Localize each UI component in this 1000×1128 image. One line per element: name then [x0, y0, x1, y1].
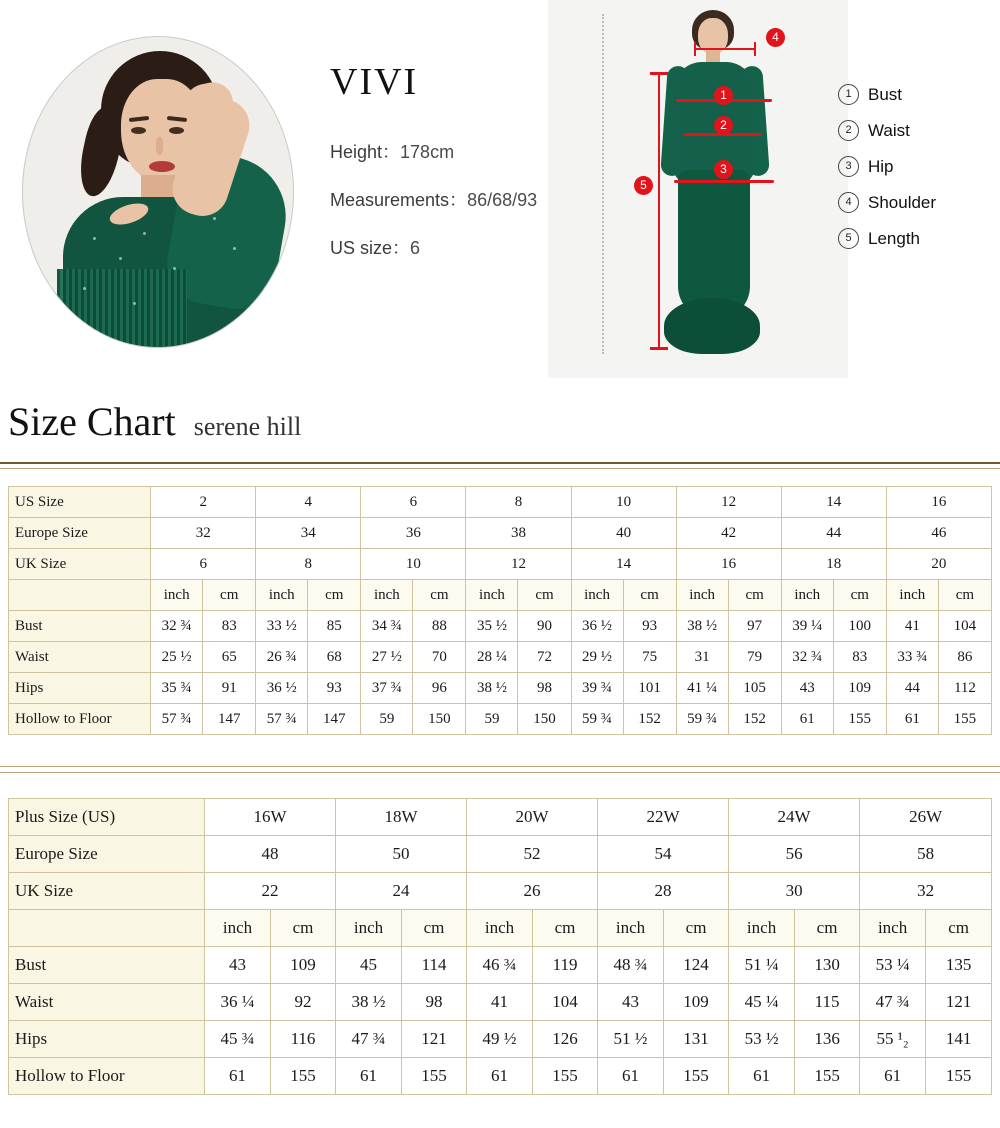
- cell-us-size: 16: [886, 487, 991, 518]
- cell-waist-cm: 109: [664, 984, 729, 1021]
- legend-item-waist: [838, 120, 936, 141]
- cell-waist-cm: 86: [938, 642, 991, 673]
- cell-uk-size: 32: [860, 873, 992, 910]
- legend-item-bust: [838, 84, 936, 105]
- cell-uk-size: 14: [571, 549, 676, 580]
- unit-inch: inch: [256, 580, 308, 611]
- cell-hips-cm: 109: [833, 673, 886, 704]
- cell-bust-inch: 53 ¼: [860, 947, 926, 984]
- cell-waist-inch: 29 ½: [571, 642, 623, 673]
- cell-hips-cm: 136: [795, 1021, 860, 1058]
- model-header-section: [0, 0, 1000, 378]
- cell-bust-cm: 83: [203, 611, 256, 642]
- cell-uk-size: 6: [151, 549, 256, 580]
- cell-us-size: 10: [571, 487, 676, 518]
- hip-measure-line: [674, 180, 774, 183]
- cell-bust-inch: 38 ½: [676, 611, 728, 642]
- unit-inch: inch: [205, 910, 271, 947]
- cell-hips-inch: 38 ½: [466, 673, 518, 704]
- cell-hips-cm: 112: [938, 673, 991, 704]
- height-label: Height：: [330, 142, 401, 162]
- cell-bust-cm: 93: [623, 611, 676, 642]
- model-photo: [22, 36, 294, 348]
- table-row-waist: [9, 984, 992, 1021]
- unit-inch: inch: [860, 910, 926, 947]
- cell-bust-cm: 104: [938, 611, 991, 642]
- cell-waist-cm: 104: [533, 984, 598, 1021]
- cell-europe-size: 50: [336, 836, 467, 873]
- cell-hollow-inch: 61: [205, 1058, 271, 1095]
- cell-bust-inch: 36 ½: [571, 611, 623, 642]
- cell-bust-inch: 34 ¾: [361, 611, 413, 642]
- cell-europe-size: 32: [151, 518, 256, 549]
- unit-inch: inch: [467, 910, 533, 947]
- cell-europe-size: 34: [256, 518, 361, 549]
- cell-hips-inch: 47 ¾: [336, 1021, 402, 1058]
- cell-hollow-cm: 155: [271, 1058, 336, 1095]
- legend-number-icon: 1: [838, 84, 859, 105]
- cell-hollow-inch: 59: [466, 704, 518, 735]
- cell-waist-cm: 72: [518, 642, 571, 673]
- cell-hips-inch: 43: [781, 673, 833, 704]
- table-row-europe-size: [9, 518, 992, 549]
- cell-plus-size: 20W: [467, 799, 598, 836]
- cell-us-size: 2: [151, 487, 256, 518]
- unit-cm: cm: [795, 910, 860, 947]
- table-row-hips: [9, 1021, 992, 1058]
- cell-uk-size: 16: [676, 549, 781, 580]
- cell-europe-size: 40: [571, 518, 676, 549]
- unit-cm: cm: [664, 910, 729, 947]
- cell-plus-size: 26W: [860, 799, 992, 836]
- cell-plus-size: 24W: [729, 799, 860, 836]
- cell-waist-inch: 28 ¼: [466, 642, 518, 673]
- cell-hips-cm: 116: [271, 1021, 336, 1058]
- cell-hollow-inch: 61: [729, 1058, 795, 1095]
- row-label: Hollow to Floor: [9, 1058, 205, 1095]
- shoulder-measure-line: [694, 48, 756, 50]
- cell-uk-size: 8: [256, 549, 361, 580]
- cell-europe-size: 36: [361, 518, 466, 549]
- cell-waist-inch: 47 ¾: [860, 984, 926, 1021]
- cell-uk-size: 22: [205, 873, 336, 910]
- table-row-uk-size: [9, 549, 992, 580]
- table-row-europe-size: [9, 836, 992, 873]
- unit-cm: cm: [938, 580, 991, 611]
- mark-bust-1: 1: [714, 86, 733, 105]
- size-chart-heading: [8, 398, 301, 445]
- row-label: Europe Size: [9, 518, 151, 549]
- mark-hip-3: 3: [714, 160, 733, 179]
- cell-waist-cm: 79: [728, 642, 781, 673]
- cell-hollow-inch: 61: [598, 1058, 664, 1095]
- cell-uk-size: 10: [361, 549, 466, 580]
- cell-waist-inch: 32 ¾: [781, 642, 833, 673]
- cell-bust-cm: 124: [664, 947, 729, 984]
- cell-us-size: 8: [466, 487, 571, 518]
- unit-cm: cm: [833, 580, 886, 611]
- model-measurements: [330, 186, 537, 212]
- cell-waist-cm: 68: [308, 642, 361, 673]
- cell-us-size: 4: [256, 487, 361, 518]
- cell-hips-cm: 101: [623, 673, 676, 704]
- cell-us-size: 14: [781, 487, 886, 518]
- measurements-value: 86/68/93: [467, 190, 538, 210]
- divider-top: [0, 462, 1000, 464]
- unit-cm: cm: [533, 910, 598, 947]
- row-label: UK Size: [9, 873, 205, 910]
- cell-hips-inch: 39 ¾: [571, 673, 623, 704]
- cell-bust-cm: 90: [518, 611, 571, 642]
- model-height: [330, 138, 537, 164]
- cell-waist-inch: 26 ¾: [256, 642, 308, 673]
- cell-waist-inch: 43: [598, 984, 664, 1021]
- legend-item-length: [838, 228, 936, 249]
- cell-europe-size: 48: [205, 836, 336, 873]
- cell-bust-inch: 45: [336, 947, 402, 984]
- model-illustration: [23, 37, 293, 347]
- brand-subtitle: serene hill: [193, 412, 302, 441]
- mark-waist-2: 2: [714, 116, 733, 135]
- legend-number-icon: 4: [838, 192, 859, 213]
- unit-cm: cm: [926, 910, 992, 947]
- row-label: Plus Size (US): [9, 799, 205, 836]
- cell-hollow-cm: 150: [518, 704, 571, 735]
- cell-europe-size: 54: [598, 836, 729, 873]
- cell-bust-inch: 48 ¾: [598, 947, 664, 984]
- cell-waist-inch: 33 ¾: [886, 642, 938, 673]
- unit-inch: inch: [729, 910, 795, 947]
- cell-waist-cm: 83: [833, 642, 886, 673]
- cell-europe-size: 44: [781, 518, 886, 549]
- model-us-size: [330, 234, 537, 260]
- unit-inch: inch: [336, 910, 402, 947]
- unit-cm: cm: [203, 580, 256, 611]
- cell-uk-size: 28: [598, 873, 729, 910]
- cell-hollow-cm: 147: [308, 704, 361, 735]
- cell-hips-cm: 105: [728, 673, 781, 704]
- units-blank: [9, 910, 205, 947]
- cell-hips-inch: 45 ¾: [205, 1021, 271, 1058]
- cell-hips-inch: 41 ¼: [676, 673, 728, 704]
- mark-length-5: 5: [634, 176, 653, 195]
- row-label: Hips: [9, 673, 151, 704]
- cell-waist-inch: 25 ½: [151, 642, 203, 673]
- cell-waist-inch: 36 ¼: [205, 984, 271, 1021]
- legend-item-hip: [838, 156, 936, 177]
- legend-number-icon: 3: [838, 156, 859, 177]
- measurements-label: Measurements：: [330, 190, 468, 210]
- row-label: Europe Size: [9, 836, 205, 873]
- cell-bust-inch: 43: [205, 947, 271, 984]
- cell-uk-size: 26: [467, 873, 598, 910]
- legend-number-icon: 5: [838, 228, 859, 249]
- cell-hips-cm: 141: [926, 1021, 992, 1058]
- legend-label: Bust: [868, 84, 903, 104]
- unit-inch: inch: [781, 580, 833, 611]
- unit-inch: inch: [151, 580, 203, 611]
- divider-middle: [0, 766, 1000, 767]
- cell-europe-size: 42: [676, 518, 781, 549]
- unit-inch: inch: [598, 910, 664, 947]
- mark-shoulder-4: 4: [766, 28, 785, 47]
- cell-bust-cm: 85: [308, 611, 361, 642]
- cell-uk-size: 12: [466, 549, 571, 580]
- cell-hollow-inch: 59 ¾: [676, 704, 728, 735]
- cell-hollow-cm: 147: [203, 704, 256, 735]
- unit-inch: inch: [676, 580, 728, 611]
- cell-europe-size: 56: [729, 836, 860, 873]
- row-label: Hollow to Floor: [9, 704, 151, 735]
- plus-size-table: [8, 798, 992, 1095]
- cell-bust-inch: 41: [886, 611, 938, 642]
- cell-hips-cm: 93: [308, 673, 361, 704]
- cell-bust-inch: 32 ¾: [151, 611, 203, 642]
- length-measure-line: [658, 72, 660, 350]
- cell-hollow-inch: 59: [361, 704, 413, 735]
- row-label: Waist: [9, 984, 205, 1021]
- cell-waist-cm: 98: [402, 984, 467, 1021]
- row-label: Bust: [9, 611, 151, 642]
- cell-plus-size: 16W: [205, 799, 336, 836]
- divider-top-thin: [0, 468, 1000, 469]
- units-blank: [9, 580, 151, 611]
- cell-bust-cm: 114: [402, 947, 467, 984]
- cell-uk-size: 30: [729, 873, 860, 910]
- cell-hips-inch: 55 ¹₂: [860, 1021, 926, 1058]
- cell-bust-inch: 35 ½: [466, 611, 518, 642]
- row-label: US Size: [9, 487, 151, 518]
- row-label: Waist: [9, 642, 151, 673]
- cell-bust-cm: 119: [533, 947, 598, 984]
- table-row-hollow-to-floor: [9, 704, 992, 735]
- legend-label: Hip: [868, 156, 894, 176]
- cell-hollow-cm: 155: [926, 1058, 992, 1095]
- legend-item-shoulder: [838, 192, 936, 213]
- cell-bust-inch: 51 ¼: [729, 947, 795, 984]
- shoulder-tick-right: [754, 42, 756, 56]
- row-label: UK Size: [9, 549, 151, 580]
- cell-hips-inch: 35 ¾: [151, 673, 203, 704]
- unit-inch: inch: [571, 580, 623, 611]
- cell-europe-size: 38: [466, 518, 571, 549]
- cell-us-size: 6: [361, 487, 466, 518]
- cell-bust-cm: 97: [728, 611, 781, 642]
- cell-bust-inch: 39 ¼: [781, 611, 833, 642]
- cell-plus-size: 18W: [336, 799, 467, 836]
- legend-label: Waist: [868, 120, 910, 140]
- cell-waist-cm: 115: [795, 984, 860, 1021]
- model-info: [330, 60, 537, 282]
- cell-hollow-cm: 152: [728, 704, 781, 735]
- unit-cm: cm: [623, 580, 676, 611]
- us-size-value: 6: [410, 238, 421, 258]
- unit-cm: cm: [402, 910, 467, 947]
- cell-hollow-inch: 61: [886, 704, 938, 735]
- cell-hips-inch: 44: [886, 673, 938, 704]
- cell-hollow-inch: 57 ¾: [151, 704, 203, 735]
- cell-hips-cm: 131: [664, 1021, 729, 1058]
- cell-waist-inch: 38 ½: [336, 984, 402, 1021]
- table-row-uk-size: [9, 873, 992, 910]
- cell-hips-cm: 96: [413, 673, 466, 704]
- cell-hips-cm: 126: [533, 1021, 598, 1058]
- unit-inch: inch: [361, 580, 413, 611]
- legend-number-icon: 2: [838, 120, 859, 141]
- cell-bust-cm: 135: [926, 947, 992, 984]
- length-tick-bottom: [650, 347, 668, 350]
- cell-europe-size: 46: [886, 518, 991, 549]
- table-row-bust: [9, 947, 992, 984]
- unit-cm: cm: [728, 580, 781, 611]
- table-row-bust: [9, 611, 992, 642]
- cell-bust-inch: 33 ½: [256, 611, 308, 642]
- table-row-plus-size: [9, 799, 992, 836]
- cell-hollow-inch: 61: [467, 1058, 533, 1095]
- cell-waist-inch: 27 ½: [361, 642, 413, 673]
- cell-europe-size: 58: [860, 836, 992, 873]
- row-label: Hips: [9, 1021, 205, 1058]
- divider-middle-2: [0, 772, 1000, 773]
- measurement-diagram: [548, 0, 848, 378]
- cell-waist-inch: 31: [676, 642, 728, 673]
- cell-hollow-cm: 150: [413, 704, 466, 735]
- cell-hollow-cm: 152: [623, 704, 676, 735]
- page-title: Size Chart: [8, 399, 176, 444]
- cell-hollow-inch: 59 ¾: [571, 704, 623, 735]
- cell-waist-cm: 121: [926, 984, 992, 1021]
- us-size-label: US size：: [330, 238, 411, 258]
- unit-inch: inch: [886, 580, 938, 611]
- legend-label: Length: [868, 228, 920, 248]
- cell-plus-size: 22W: [598, 799, 729, 836]
- cell-us-size: 12: [676, 487, 781, 518]
- cell-hips-inch: 37 ¾: [361, 673, 413, 704]
- unit-cm: cm: [413, 580, 466, 611]
- unit-cm: cm: [518, 580, 571, 611]
- cell-europe-size: 52: [467, 836, 598, 873]
- cell-waist-cm: 75: [623, 642, 676, 673]
- cell-hollow-inch: 57 ¾: [256, 704, 308, 735]
- cell-hips-inch: 36 ½: [256, 673, 308, 704]
- shoulder-tick-left: [694, 42, 696, 56]
- table-row-us-size: [9, 487, 992, 518]
- table-row-units: [9, 580, 992, 611]
- height-value: 178cm: [400, 142, 455, 162]
- cell-waist-cm: 70: [413, 642, 466, 673]
- cell-hollow-inch: 61: [860, 1058, 926, 1095]
- table-row-hollow-to-floor: [9, 1058, 992, 1095]
- cell-uk-size: 24: [336, 873, 467, 910]
- cell-hips-cm: 91: [203, 673, 256, 704]
- cell-hollow-cm: 155: [533, 1058, 598, 1095]
- cell-hips-inch: 49 ½: [467, 1021, 533, 1058]
- cell-waist-cm: 92: [271, 984, 336, 1021]
- diagram-dotted-guide: [602, 14, 604, 354]
- cell-bust-inch: 46 ¾: [467, 947, 533, 984]
- table-row-hips: [9, 673, 992, 704]
- cell-hollow-inch: 61: [336, 1058, 402, 1095]
- cell-hollow-cm: 155: [833, 704, 886, 735]
- cell-bust-cm: 109: [271, 947, 336, 984]
- cell-waist-cm: 65: [203, 642, 256, 673]
- measurement-legend: [838, 84, 936, 264]
- cell-hips-inch: 51 ½: [598, 1021, 664, 1058]
- cell-hollow-inch: 61: [781, 704, 833, 735]
- unit-inch: inch: [466, 580, 518, 611]
- cell-waist-inch: 41: [467, 984, 533, 1021]
- standard-size-table: [8, 486, 992, 735]
- unit-cm: cm: [271, 910, 336, 947]
- cell-uk-size: 18: [781, 549, 886, 580]
- cell-hips-cm: 121: [402, 1021, 467, 1058]
- cell-bust-cm: 88: [413, 611, 466, 642]
- brand-name: VIVI: [330, 61, 419, 103]
- cell-hollow-cm: 155: [795, 1058, 860, 1095]
- table-row-waist: [9, 642, 992, 673]
- unit-cm: cm: [308, 580, 361, 611]
- cell-hollow-cm: 155: [402, 1058, 467, 1095]
- cell-hollow-cm: 155: [664, 1058, 729, 1095]
- table-row-units: [9, 910, 992, 947]
- cell-hips-cm: 98: [518, 673, 571, 704]
- cell-bust-cm: 130: [795, 947, 860, 984]
- cell-hollow-cm: 155: [938, 704, 991, 735]
- cell-uk-size: 20: [886, 549, 991, 580]
- cell-waist-inch: 45 ¼: [729, 984, 795, 1021]
- legend-label: Shoulder: [868, 192, 937, 212]
- cell-hips-inch: 53 ½: [729, 1021, 795, 1058]
- row-label: Bust: [9, 947, 205, 984]
- cell-bust-cm: 100: [833, 611, 886, 642]
- length-tick-top: [650, 72, 668, 75]
